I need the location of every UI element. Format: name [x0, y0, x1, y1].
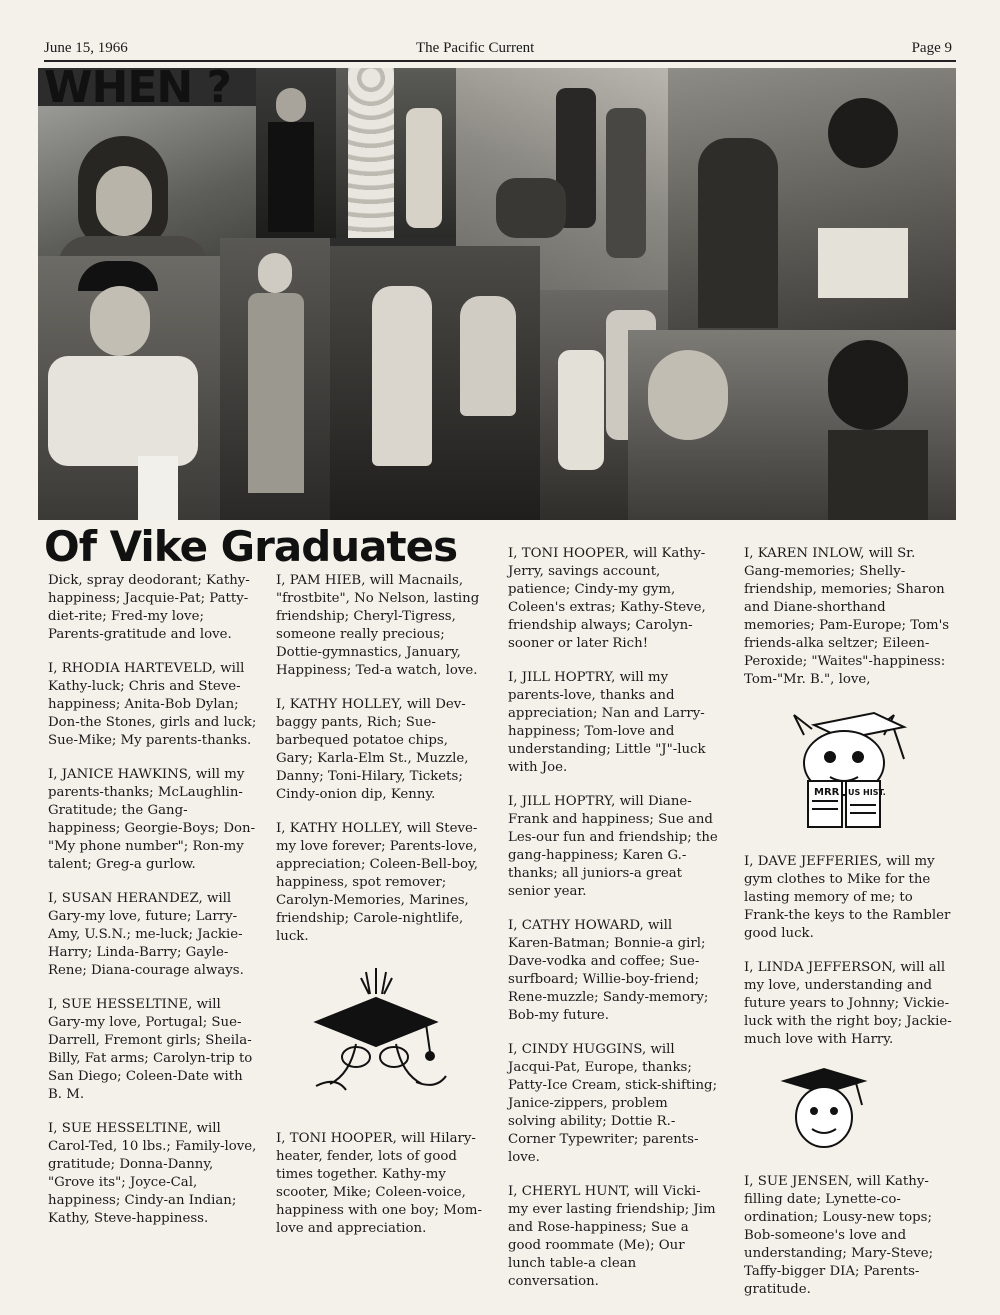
devil-reading-book-cartoon — [744, 705, 944, 835]
photo-collage — [38, 68, 956, 520]
graduate-face-cartoon — [744, 1065, 944, 1155]
will-entry: I, LINDA JEFFERSON, will all my love, understanding and future years to Johnny; Vickie-luck with the right boy; Jackie-much love with Harry. — [744, 960, 952, 1047]
collage-photo-flower-arch — [336, 68, 456, 238]
will-entry: I, TONI HOOPER, will Hilary-heater, fender, lots of good times together. Kathy-my scooter, Mike; Coleen-voice, happiness with one boy; Mom-love and appreciation. — [276, 1131, 482, 1236]
will-entry: Dick, spray deodorant; Kathy-happiness; Jacquie-Pat; Patty-diet-rite; Fred-my love; Parents-gratitude and love. — [48, 573, 250, 642]
text-column-4 — [744, 545, 954, 1315]
will-entry: I, SUE HESSELTINE, will Gary-my love, Portugal; Sue-Darrell, Fremont girls; Sheila-Billy, Fat arms; Carolyn-trip to San Diego; Coleen-Date with B. M. — [48, 997, 253, 1102]
will-entry: I, KATHY HOLLEY, will Dev-baggy pants, Rich; Sue-barbequed potatoe chips, Gary; Karla-Elm St., Muzzle, Danny; Toni-Hilary, Tickets; Cindy-onion dip, Kenny. — [276, 697, 469, 802]
will-entry: I, SUE JENSEN, will Kathy-filling date; Lynette-co-ordination; Lousy-new tops; Bob-someone's love and understanding; Mary-Steve; Taffy-bigger DIA; Parents-gratitude. — [744, 1174, 934, 1297]
headline-of-vike-graduates: Of Vike Graduates — [44, 522, 458, 571]
collage-photo-girls-with-book — [668, 68, 956, 330]
will-entry: I, JILL HOPTRY, will Diane-Frank and happiness; Sue and Les-our fun and friendship; the gang-happiness; Karen G.-thanks; all juniors-a great senior year. — [508, 794, 718, 899]
headline-when: WHEN ? — [44, 62, 232, 113]
will-entry: I, SUE HESSELTINE, will Carol-Ted, 10 lbs.; Family-love, gratitude; Donna-Danny, "Grove its"; Joyce-Cal, happiness; Cindy-an Indian; Kathy, Steve-happiness. — [48, 1121, 257, 1226]
will-entry: I, CINDY HUGGINS, will Jacqui-Pat, Europe, thanks; Patty-Ice Cream, stick-shifting; Janice-zippers, problem solving ability; Dottie R.-Corner Typewriter; parents-love. — [508, 1042, 718, 1165]
collage-photo-majorettes — [330, 246, 540, 520]
book-label-right: US HIST. — [848, 788, 886, 797]
will-entry: I, RHODIA HARTEVELD, will Kathy-luck; Chris and Steve-happiness; Anita-Bob Dylan; Don-the Stones, girls and luck; Sue-Mike; My parents-thanks. — [48, 661, 257, 748]
will-entry: I, KAREN INLOW, will Sr. Gang-memories; Shelly-friendship, memories; Sharon and Diane-shorthand memories; Pam-Europe; Tom's friends-alka seltzer; Eileen-Peroxide; "Waites"-happiness: Tom-"Mr. B.", love, — [744, 546, 950, 687]
will-entry: I, CATHY HOWARD, will Karen-Batman; Bonnie-a girl; Dave-vodka and coffee; Sue-surfboard; Willie-boy-friend; Rene-muzzle; Sandy-memory; Bob-my future. — [508, 918, 709, 1023]
issue-date: June 15, 1966 — [44, 40, 128, 56]
will-entry: I, TONI HOOPER, will Kathy-Jerry, savings account, patience; Cindy-my gym, Coleen's extras; Kathy-Steve, friendship always; Carolyn-sooner or later Rich! — [508, 546, 706, 651]
page-header — [44, 40, 954, 60]
page-number: Page 9 — [911, 40, 952, 56]
collage-photo-boy-in-hat — [38, 256, 220, 520]
will-entry: I, CHERYL HUNT, will Vicki-my ever lasting friendship; Jim and Rose-happiness; Sue a good roommate (Me); Our lunch table-a clean conversation. — [508, 1184, 716, 1289]
will-entry: I, DAVE JEFFERIES, will my gym clothes to Mike for the lasting memory of me; to Frank-the keys to the Rambler good luck. — [744, 854, 951, 941]
collage-photo-queen-with-bouquet — [220, 238, 330, 520]
will-entry: I, JANICE HAWKINS, will my parents-thanks; McLaughlin-Gratitude; the Gang-happiness; Georgie-Boys; Don-"My phone number"; Ron-my talent; Greg-a gurlow. — [48, 767, 256, 872]
will-entry: I, JILL HOPTRY, will my parents-love, thanks and appreciation; Nan and Larry-happiness; Tom-love and understanding; Little "J"-luck with Joe. — [508, 670, 706, 775]
will-entry: I, PAM HIEB, will Macnails, "frostbite", No Nelson, lasting friendship; Cheryl-Tigress, someone really precious; Dottie-gymnastics, January, Happiness; Ted-a watch, love. — [276, 573, 480, 678]
newspaper-name: The Pacific Current — [416, 40, 535, 56]
graduation-cap-cartoon — [276, 962, 476, 1112]
collage-photo-laughing-group — [628, 330, 956, 520]
will-entry: I, SUSAN HERANDEZ, will Gary-my love, future; Larry-Amy, U.S.N.; me-luck; Jackie-Harry; Linda-Barry; Gayle-Rene; Diana-courage always. — [48, 891, 244, 978]
will-entry: I, KATHY HOLLEY, will Steve-my love forever; Parents-love, appreciation; Coleen-Bell-boy, happiness, spot remover; Carolyn-Memories, Marines, friendship; Carole-nightlife, luck. — [276, 821, 479, 944]
book-label-left: MRR — [814, 787, 840, 798]
text-column-1 — [48, 572, 258, 1244]
text-column-3 — [508, 545, 718, 1307]
collage-photo-couple — [256, 68, 336, 238]
text-column-2 — [276, 572, 486, 1254]
